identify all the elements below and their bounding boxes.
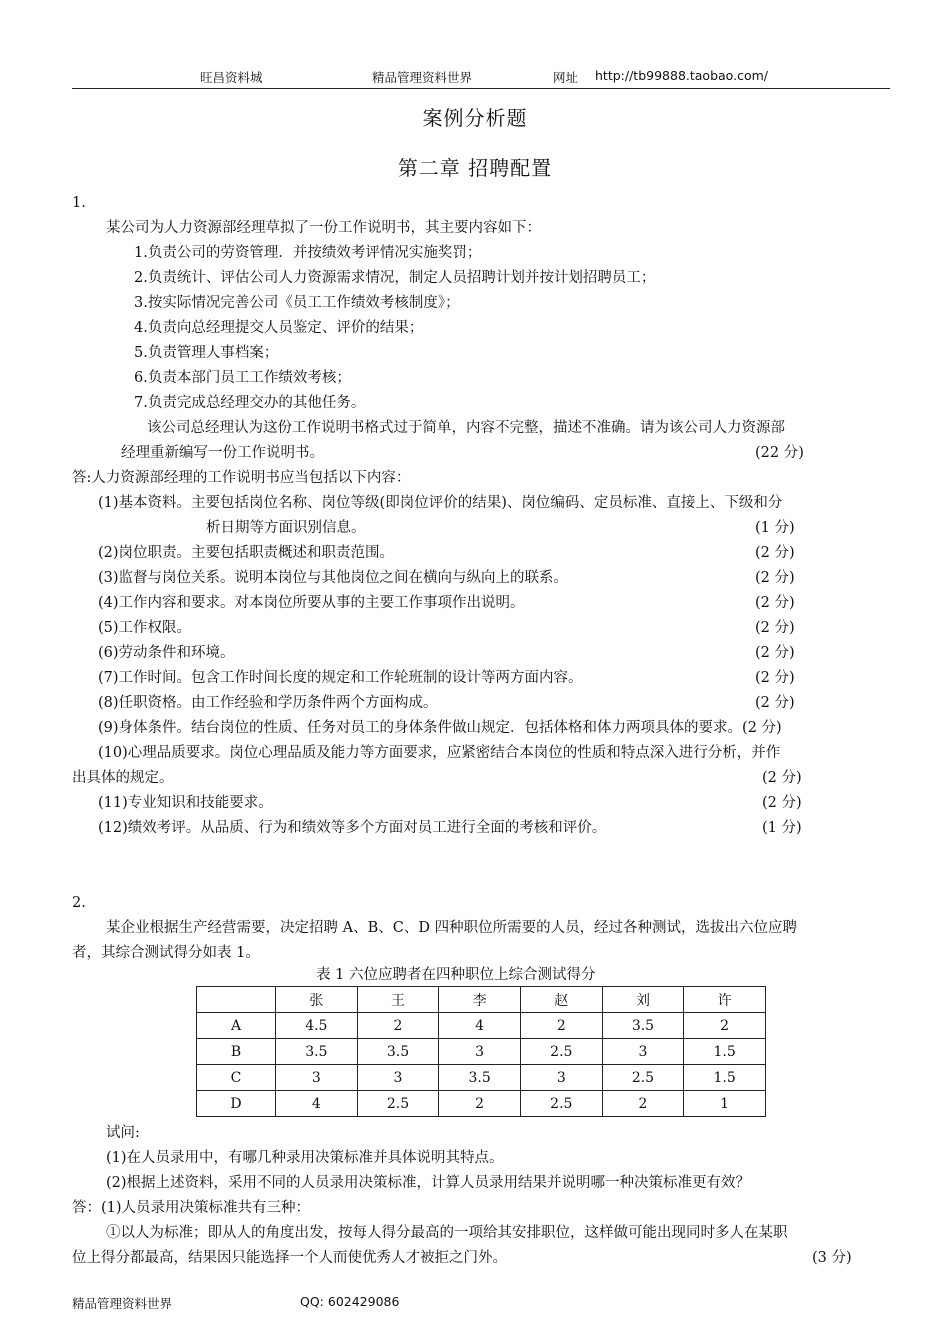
table-cell: 2	[439, 1091, 521, 1117]
header-url-link[interactable]: http://tb99888.taobao.com/	[595, 68, 768, 83]
a1-point-4-score: (2 分)	[755, 595, 795, 611]
table-cell: 3	[520, 1065, 602, 1091]
header-tagline: 精品管理资料世界	[372, 70, 473, 85]
q1-item-4: 4.负责向总经理提交人员鉴定、评价的结果；	[134, 320, 424, 336]
table-row	[197, 1039, 766, 1065]
answer-2-line-2: 位上得分都最高，结果因只能选择一个人而使优秀人才被拒之门外。	[72, 1250, 507, 1266]
header-divider	[72, 88, 890, 89]
a1-point-8-score: (2 分)	[755, 695, 795, 711]
table-row	[197, 1013, 766, 1039]
footer-tagline: 精品管理资料世界	[72, 1296, 173, 1311]
table-cell: 2.5	[520, 1091, 602, 1117]
table-cell: 1	[684, 1091, 766, 1117]
a1-point-5-score: (2 分)	[755, 620, 795, 636]
table-row	[197, 1091, 766, 1117]
table-cell: 2.5	[602, 1065, 684, 1091]
header-url-label: 网址	[553, 70, 579, 85]
answer-1-lead: 答:人力资源部经理的工作说明书应当包括以下内容：	[72, 470, 411, 486]
table-cell: 3	[276, 1065, 358, 1091]
a1-point-10-line-1: (10)心理品质要求。岗位心理品质及能力等方面要求，应紧密结合本岗位的性质和特点深入进行分析，并作	[98, 745, 781, 761]
a1-point-9: (9)身体条件。结台岗位的性质、任务对员工的身体条件做山规定．包括体格和体力两项具体的要求。(2 分)	[98, 720, 782, 736]
a1-point-7: (7)工作时间。包含工作时间长度的规定和工作轮班制的设计等两方面内容。	[98, 670, 583, 686]
question-2-intro-line-1: 某企业根据生产经营需要，决定招聘 A、B、C、D 四种职位所需要的人员，经过各种测试，选拔出六位应聘	[106, 920, 798, 936]
question-2-number: 2.	[72, 895, 86, 911]
table-header-cell: 李	[439, 987, 521, 1013]
table-cell: 2	[520, 1013, 602, 1039]
a1-point-1-line-1: (1)基本资料。主要包括岗位名称、岗位等级(即岗位评价的结果)、岗位编码、定员标准、直接上、下级和分	[98, 495, 783, 511]
question-2-intro-line-2: 者，其综合测试得分如表 1。	[72, 945, 260, 961]
table-cell: 3.5	[602, 1013, 684, 1039]
q1-item-5: 5.负责管理人事档案；	[134, 345, 279, 361]
answer-2-line-1: ①以人为标准；即从人的角度出发，按每人得分最高的一项给其安排职位，这样做可能出现同时多人在某职	[106, 1225, 788, 1241]
table-cell: 2	[602, 1091, 684, 1117]
table-cell: 2.5	[520, 1039, 602, 1065]
table-cell: 3	[357, 1065, 439, 1091]
a1-point-2: (2)岗位职责。主要包括职责概述和职责范围。	[98, 545, 395, 561]
question-2-ask: 试问:	[106, 1125, 140, 1141]
header-site-name: 旺昌资料城	[200, 70, 263, 85]
a1-point-6-score: (2 分)	[755, 645, 795, 661]
question-2-ask-1: (1)在人员录用中，有哪几种录用决策标准并具体说明其特点。	[106, 1150, 504, 1166]
a1-point-11-score: (2 分)	[762, 795, 802, 811]
table-cell: 1.5	[684, 1065, 766, 1091]
q1-task-line-2: 经理重新编写一份工作说明书。	[121, 445, 324, 461]
table-header-cell: 刘	[602, 987, 684, 1013]
question-1-number: 1.	[72, 195, 86, 211]
score-table	[196, 986, 766, 1117]
table-cell: 1.5	[684, 1039, 766, 1065]
table-cell: 2.5	[357, 1091, 439, 1117]
table-header-cell	[197, 987, 276, 1013]
a1-point-10-score: (2 分)	[762, 770, 802, 786]
table-header-cell: 王	[357, 987, 439, 1013]
q1-item-1: 1.负责公司的劳资管理．并按绩效考评情况实施奖罚；	[134, 245, 482, 261]
table-header-cell: 赵	[520, 987, 602, 1013]
a1-point-2-score: (2 分)	[755, 545, 795, 561]
table-cell: 2	[357, 1013, 439, 1039]
table-cell: 3	[439, 1039, 521, 1065]
a1-point-11: (11)专业知识和技能要求。	[98, 795, 273, 811]
question-2-ask-2: (2)根据上述资料，采用不同的人员录用决策标准，计算人员录用结果并说明哪一种决策标准更有效？	[106, 1175, 751, 1191]
table-cell: 3.5	[439, 1065, 521, 1091]
table-header-cell: 张	[276, 987, 358, 1013]
q1-task-score: (22 分)	[755, 445, 804, 461]
a1-point-1-line-2: 析日期等方面识别信息。	[206, 520, 366, 536]
a1-point-4: (4)工作内容和要求。对本岗位所要从事的主要工作事项作出说明。	[98, 595, 525, 611]
table-row-label: B	[197, 1039, 276, 1065]
table-row-label: A	[197, 1013, 276, 1039]
table-caption: 表 1 六位应聘者在四种职位上综合测试得分	[316, 967, 596, 983]
table-row-label: D	[197, 1091, 276, 1117]
table-cell: 3.5	[357, 1039, 439, 1065]
table-cell: 2	[684, 1013, 766, 1039]
table-row-label: C	[197, 1065, 276, 1091]
footer-qq: QQ: 602429086	[300, 1294, 400, 1309]
table-cell: 4.5	[276, 1013, 358, 1039]
q1-item-2: 2.负责统计、评估公司人力资源需求情况，制定人员招聘计划并按计划招聘员工；	[134, 270, 656, 286]
q1-item-6: 6.负责本部门员工工作绩效考核；	[134, 370, 351, 386]
answer-2-score: (3 分)	[812, 1250, 852, 1266]
document-title: 案例分析题	[422, 106, 528, 130]
a1-point-5: (5)工作权限。	[98, 620, 192, 636]
a1-point-6: (6)劳动条件和环境。	[98, 645, 235, 661]
a1-point-10-line-2: 出具体的规定。	[72, 770, 174, 786]
table-cell: 4	[276, 1091, 358, 1117]
q1-item-7: 7.负责完成总经理交办的其他任务。	[134, 395, 366, 411]
table-row	[197, 1065, 766, 1091]
table-header-cell: 许	[684, 987, 766, 1013]
a1-point-1-score: (1 分)	[755, 520, 795, 536]
question-1-intro: 某公司为人力资源部经理草拟了一份工作说明书，其主要内容如下：	[106, 220, 541, 236]
table-cell: 3	[602, 1039, 684, 1065]
a1-point-12-score: (1 分)	[762, 820, 802, 836]
a1-point-3-score: (2 分)	[755, 570, 795, 586]
q1-item-3: 3.按实际情况完善公司《员工工作绩效考核制度》；	[134, 295, 460, 311]
a1-point-8: (8)任职资格。由工作经验和学历条件两个方面构成。	[98, 695, 438, 711]
a1-point-7-score: (2 分)	[755, 670, 795, 686]
answer-2-lead: 答：(1)人员录用决策标准共有三种：	[72, 1200, 311, 1216]
table-header-row	[197, 987, 766, 1013]
chapter-title: 第二章 招聘配置	[397, 156, 553, 180]
q1-task-line-1: 该公司总经理认为这份工作说明书格式过于简单，内容不完整，描述不准确。请为该公司人力资源部	[147, 420, 785, 436]
a1-point-3: (3)监督与岗位关系。说明本岗位与其他岗位之间在横向与纵向上的联系。	[98, 570, 569, 586]
a1-point-12: (12)绩效考评。从品质、行为和绩效等多个方面对员工进行全面的考核和评价。	[98, 820, 607, 836]
table-cell: 3.5	[276, 1039, 358, 1065]
table-cell: 4	[439, 1013, 521, 1039]
